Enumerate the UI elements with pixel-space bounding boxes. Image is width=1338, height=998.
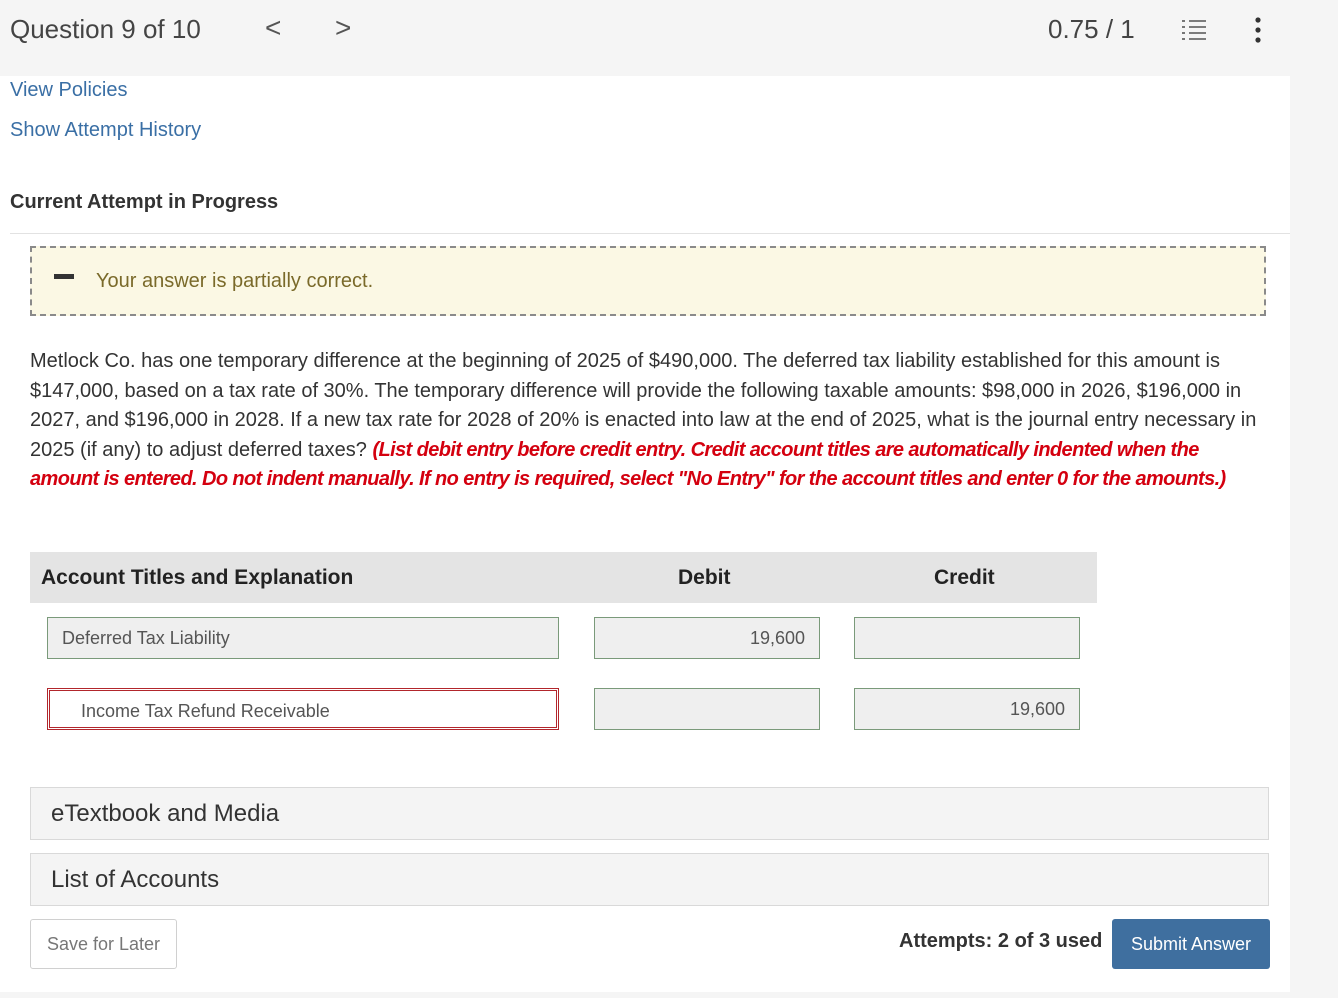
question-content bbox=[0, 76, 1290, 992]
account-column-header: Account Titles and Explanation bbox=[41, 566, 354, 589]
account-title-input[interactable]: Deferred Tax Liability bbox=[47, 617, 559, 659]
previous-question-button[interactable]: < bbox=[265, 12, 282, 43]
debit-amount-input[interactable] bbox=[594, 688, 820, 730]
list-of-accounts-panel[interactable]: List of Accounts bbox=[30, 853, 1269, 906]
view-policies-link[interactable]: View Policies bbox=[10, 79, 128, 101]
debit-column-header: Debit bbox=[678, 566, 731, 589]
credit-column-header: Credit bbox=[934, 566, 995, 589]
submit-answer-button[interactable]: Submit Answer bbox=[1112, 919, 1270, 969]
account-title-input[interactable]: Income Tax Refund Receivable bbox=[47, 688, 559, 730]
attempt-status-heading: Current Attempt in Progress bbox=[10, 191, 279, 213]
question-body: Metlock Co. has one temporary difference at the beginning of 2025 of $490,000. The deferred tax liability established for this amount is $147,000, based on a tax rate of 30%. The temporary difference will provide the following taxable amounts: $98,000 in 2026, $196,000 in 2027, and $196,000 in 2028. If a new tax rate for 2028 of 20% is enacted into law at the end of 2025, what is the journal entry necessary in 2025 (if any) to adjust deferred taxes? bbox=[30, 350, 1257, 461]
save-for-later-button[interactable]: Save for Later bbox=[30, 919, 177, 969]
attempts-counter: Attempts: 2 of 3 used bbox=[899, 930, 1103, 952]
debit-amount-input[interactable]: 19,600 bbox=[594, 617, 820, 659]
question-counter: Question 9 of 10 bbox=[10, 14, 201, 44]
journal-table-header bbox=[30, 552, 1097, 603]
show-attempt-history-link[interactable]: Show Attempt History bbox=[10, 119, 202, 141]
score-display: 0.75 / 1 bbox=[1048, 14, 1135, 44]
top-bar bbox=[0, 0, 1290, 76]
credit-amount-input[interactable] bbox=[854, 617, 1080, 659]
credit-amount-input[interactable]: 19,600 bbox=[854, 688, 1080, 730]
question-instructions: (List debit entry before credit entry. Credit account titles are automatically indented when the amount is entered. Do not indent manually. If no entry is required, select "No Entry" for the account titles and enter 0 for the amounts.) bbox=[30, 438, 1226, 490]
question-text bbox=[30, 347, 1270, 495]
more-options-icon[interactable] bbox=[1248, 16, 1268, 44]
divider bbox=[10, 233, 1290, 234]
feedback-banner bbox=[30, 246, 1266, 316]
question-list-icon[interactable] bbox=[1180, 18, 1206, 42]
feedback-text: Your answer is partially correct. bbox=[96, 270, 374, 292]
etextbook-media-panel[interactable]: eTextbook and Media bbox=[30, 787, 1269, 840]
partial-correct-icon bbox=[54, 274, 74, 279]
next-question-button[interactable]: > bbox=[335, 12, 352, 43]
